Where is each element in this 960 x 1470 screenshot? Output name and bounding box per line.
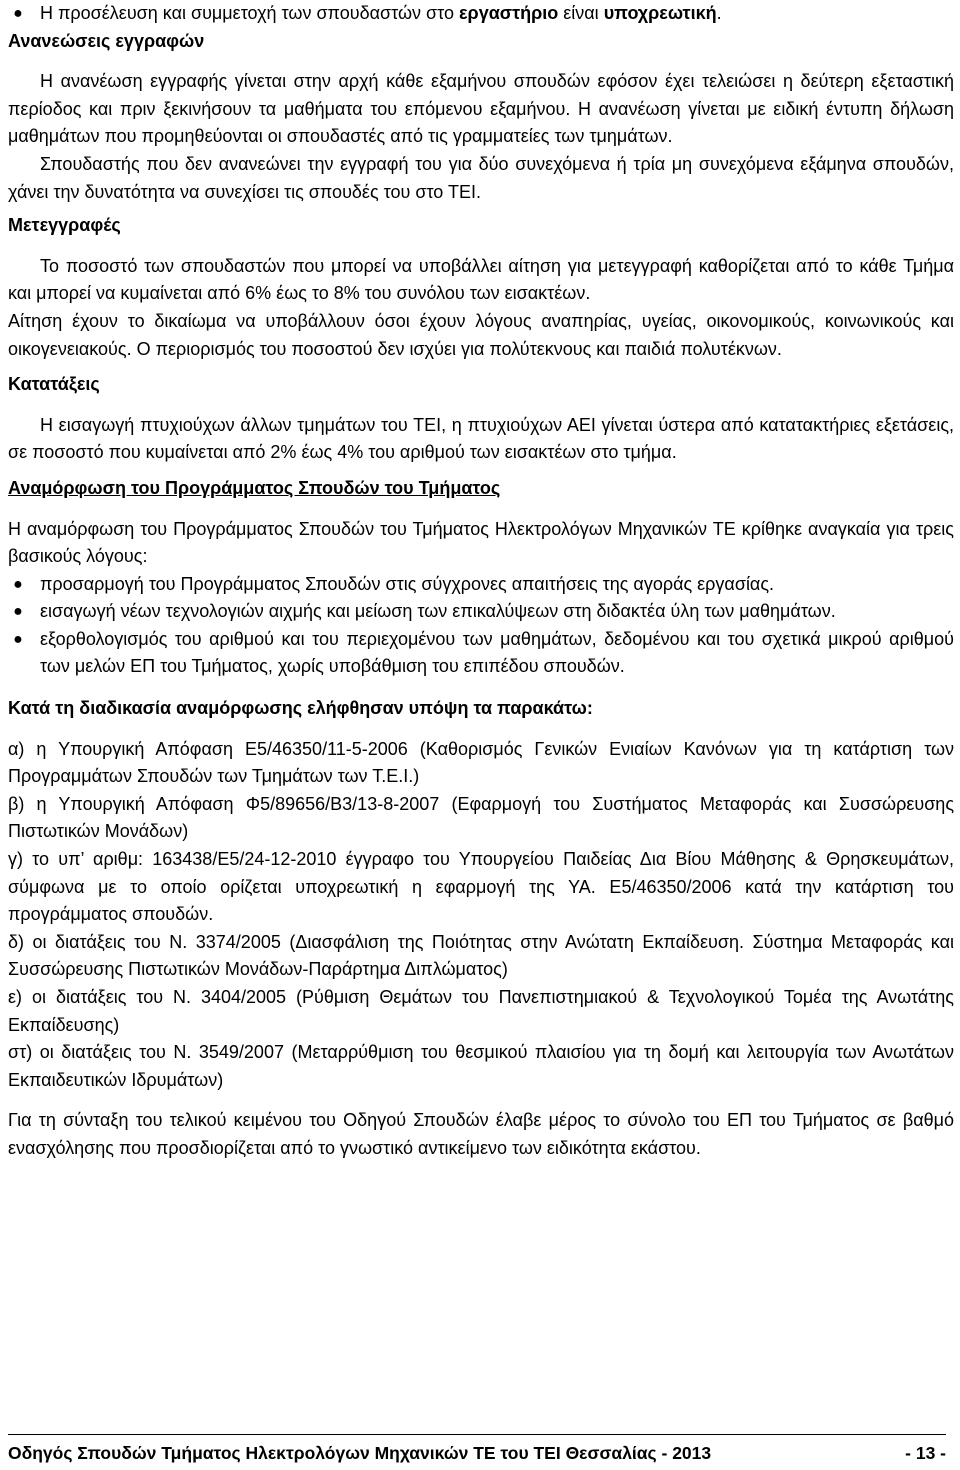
bullet-icon: ● [13, 603, 23, 621]
list-item: γ) το υπ’ αριθμ: 163438/Ε5/24-12-2010 έγγραφο του Υπουργείου Παιδείας Δια Βίου Μάθησης & Θρησκευμάτων, σύμφωνα με το οποίο ορίζεται υποχρεωτική η εφαρμογή της ΥΑ. Ε5/46350/2006 κατά την κατάρτιση του προγράμματος σπουδών. [8, 849, 954, 925]
page-number: - 13 - [905, 1443, 946, 1463]
spacer [8, 55, 954, 68]
bullet-item: ● εξορθολογισμός του αριθμού και του περιεχομένου των μαθημάτων, δεδομένου και του σχετικά μικρού αριθμού των μελών ΕΠ του Τμήματος, χωρίς υποβάθμιση του επιπέδου σπουδών. [8, 626, 954, 681]
list-item: α) η Υπουργική Απόφαση Ε5/46350/11-5-2006 (Καθορισμός Γενικών Ενιαίων Κανόνων για τη κατάρτιση των Προγραμμάτων Σπουδών των Τμημάτων των Τ.Ε.Ι.) [8, 738, 954, 787]
heading-reform: Αναμόρφωση του Προγράμματος Σπουδών του Τμήματος [8, 477, 501, 498]
paragraph: Η ανανέωση εγγραφής γίνεται στην αρχή κάθε εξαμήνου σπουδών εφόσον έχει τελειώσει η δεύτερη εξεταστική περίοδος και πριν ξεκινήσουν τα μαθήματα του επόμενου εξαμήνου. Η ανανέωση γίνεται με ειδική έντυπη δήλωση μαθημάτων που προμηθεύονται οι σπουδαστές από τις γραμματείες των τμημάτων. [8, 71, 954, 147]
paragraph: Η αναμόρφωση του Προγράμματος Σπουδών του Τμήματος Ηλεκτρολόγων Μηχανικών ΤΕ κρίθηκε αναγκαία για τρεις βασικούς λόγους: [8, 518, 954, 567]
bullet-item: ● προσαρμογή του Προγράμματος Σπουδών στις σύγχρονες απαιτήσεις της αγοράς εργασίας. [8, 571, 954, 599]
heading-renewals: Ανανεώσεις εγγραφών [8, 30, 205, 51]
heading-transfers: Μετεγγραφές [8, 215, 121, 236]
spacer [8, 399, 954, 412]
bullet-icon: ● [13, 5, 23, 22]
heading-placement: Κατατάξεις [8, 374, 100, 395]
bullet-item: ● εισαγωγή νέων τεχνολογιών αιχμής και μείωση των επικαλύψεων στη διδακτέα ύλη των μαθημάτων. [8, 598, 954, 626]
spacer [8, 723, 954, 736]
page-footer [8, 1434, 946, 1464]
document-page [8, 0, 954, 1163]
spacer [8, 1094, 954, 1107]
paragraph: Αίτηση έχουν το δικαίωμα να υποβάλλουν όσοι έχουν λόγους αναπηρίας, υγείας, οικονομικούς, κοινωνικούς και οικογενειακούς. Ο περιορισμός του ποσοστού δεν ισχύει για πολύτεκνους και παιδιά πολυτέκνων. [8, 310, 954, 359]
list-item: δ) οι διατάξεις του Ν. 3374/2005 (Διασφάλιση της Ποιότητας στην Ανώτατη Εκπαίδευση. Σύστημα Μεταφοράς και Συσσώρευσης Πιστωτικών Μονάδων-Παράρτημα Διπλώματος) [8, 931, 954, 980]
list-item: στ) οι διατάξεις του Ν. 3549/2007 (Μεταρρύθμιση του θεσμικού πλαισίου για τη δομή και λειτουργία των Ανωτάτων Εκπαιδευτικών Ιδρυμάτων) [8, 1042, 954, 1090]
paragraph: Για τη σύνταξη του τελικού κειμένου του Οδηγού Σπουδών έλαβε μέρος το σύνολο του ΕΠ του Τμήματος σε βαθμό ενασχόλησης που προσδιορίζεται από το γνωστικό αντικείμενο των ειδικότητα εκάστου. [8, 1110, 954, 1158]
list-item: ε) οι διατάξεις του Ν. 3404/2005 (Ρύθμιση Θεμάτων του Πανεπιστημιακού & Τεχνολογικού Τομέα της Ανωτάτης Εκπαίδευσης) [8, 987, 954, 1035]
footer-title: Οδηγός Σπουδών Τμήματος Ηλεκτρολόγων Μηχανικών ΤΕ του ΤΕΙ Θεσσαλίας - 2013 [8, 1443, 712, 1463]
bullet-attendance: ● Η προσέλευση και συμμετοχή των σπουδαστών στο εργαστήριο είναι υποχρεωτική. [8, 0, 954, 28]
paragraph: Το ποσοστό των σπουδαστών που μπορεί να υποβάλλει αίτηση για μετεγγραφή καθορίζεται από το κάθε Τμήμα και μπορεί να κυμαίνεται από 6% έως το 8% του συνόλου των εισακτέων. [8, 255, 954, 304]
bullet-icon: ● [13, 575, 23, 593]
paragraph: Σπουδαστής που δεν ανανεώνει την εγγραφή του για δύο συνεχόμενα ή τρία μη συνεχόμενα εξάμηνα σπουδών, χάνει την δυνατότητα να συνεχίσει τις σπουδές του στο ΤΕΙ. [8, 153, 954, 202]
list-item: β) η Υπουργική Απόφαση Φ5/89656/Β3/13-8-2007 (Εφαρμογή του Συστήματος Μεταφοράς και Συσσώρευσης Πιστωτικών Μονάδων) [8, 793, 954, 842]
spacer [8, 240, 954, 253]
paragraph: Η εισαγωγή πτυχιούχων άλλων τμημάτων του ΤΕΙ, η πτυχιούχων ΑΕΙ γίνεται ύστερα από κατατακτήριες εξετάσεις, σε ποσοστό που κυμαίνεται από 2% έως 4% του αριθμού των εισακτέων στο τμήμα. [8, 414, 954, 463]
spacer [8, 503, 954, 516]
heading-considered: Κατά τη διαδικασία αναμόρφωσης ελήφθησαν υπόψη τα παρακάτω: [8, 698, 593, 719]
bullet-icon: ● [13, 630, 23, 648]
